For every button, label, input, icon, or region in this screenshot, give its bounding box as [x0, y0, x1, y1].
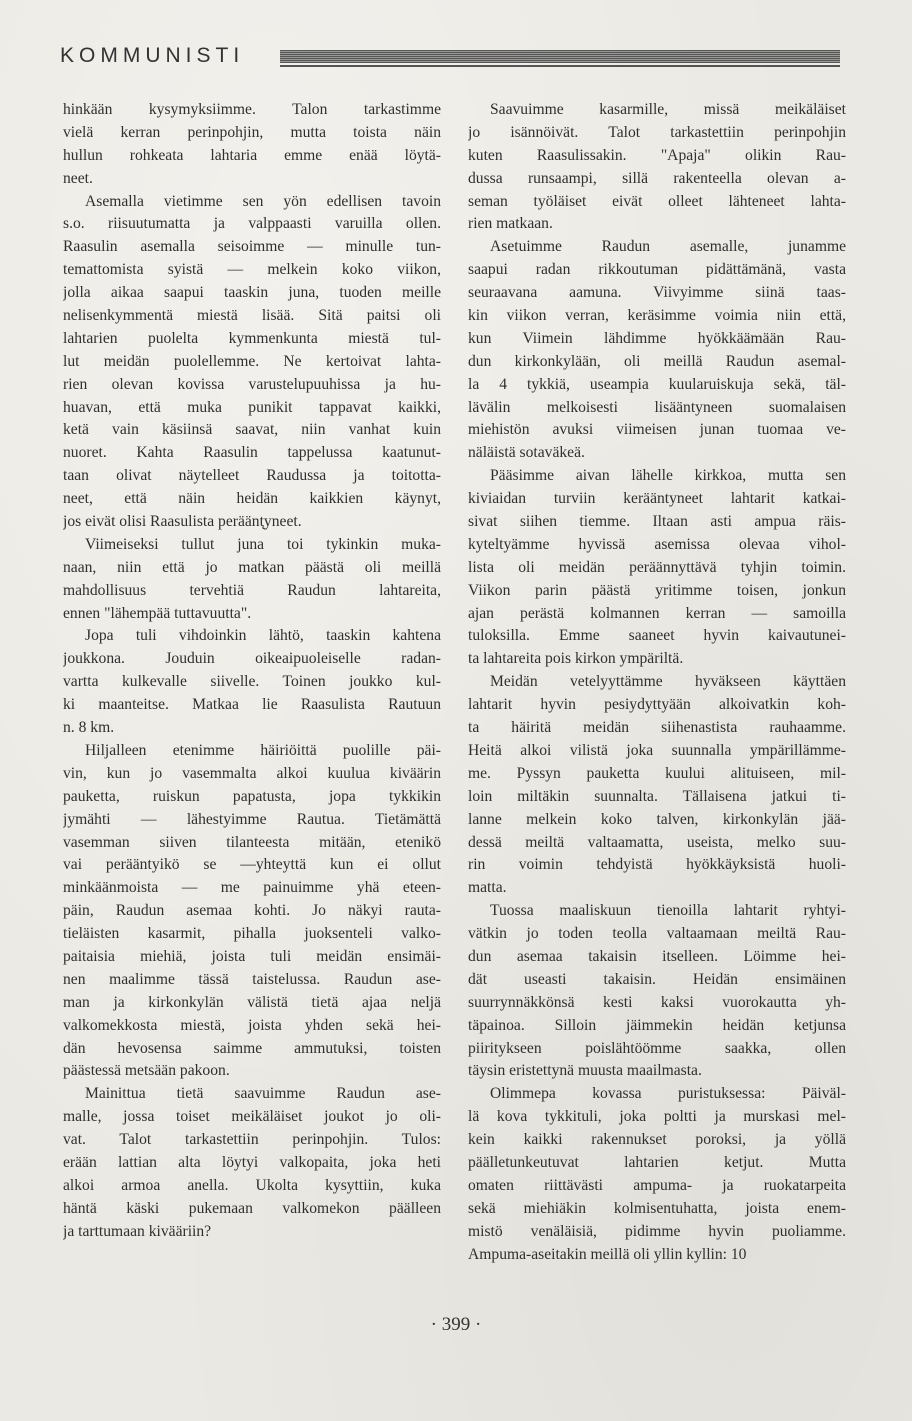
text-line: mistö venäläisiä, pidimme hyvin puoliamme. — [468, 1222, 846, 1240]
text-line: dun kirkonkylään, oli meillä Raudun asemal- — [468, 352, 846, 370]
text-line: jolla aikaa saapui taaskin juna, tuoden meille — [63, 284, 441, 302]
text-line: matta. — [468, 879, 507, 897]
text-line: mahdollisuus tervehtiä Raudun lahtareita, — [63, 581, 441, 599]
header-rule — [280, 50, 840, 63]
text-line: päästessä metsään pakoon. — [63, 1062, 230, 1080]
text-line: vin, kun jo vasemmalta alkoi kuulua kiväärin — [63, 764, 441, 782]
text-line: dät useasti takaisin. Heidän ensimäinen — [468, 970, 846, 988]
text-line: erään lattian alta löytyi valkopaita, joka heti — [63, 1153, 441, 1171]
text-line: nen maalimme tässä taistelussa. Raudun ase- — [63, 970, 441, 988]
text-line: saapui radan rikkoutuman pidättämänä, vasta — [468, 261, 846, 279]
text-line: la 4 tykkiä, useampia kuularuiskuja sekä, täl- — [468, 375, 846, 393]
text-line: nelisenkymmentä miestä lisää. Sitä paitsi oli — [63, 307, 441, 325]
text-line: jo isännöivät. Talot tarkastettiin perinpohjin — [468, 123, 846, 141]
text-line: lahtarit hyvin pesiydyttyään alkoivatkin koh- — [468, 696, 846, 714]
text-line: lut meidän puolellemme. Ne kertoivat lahta- — [63, 352, 441, 370]
running-header — [60, 44, 840, 74]
text-line: neet. — [63, 169, 93, 187]
text-line: Pääsimme aivan lähelle kirkkoa, mutta sen — [490, 467, 846, 485]
text-line: lista oli meidän peräännyttävä tyhjin toimin. — [468, 558, 846, 576]
text-line: temattomista syistä — melkein koko viikon, — [63, 261, 441, 279]
text-line: rin voimin tehdyistä hyökkäyksistä huoli- — [468, 856, 846, 874]
text-line: me. Pyssyn pauketta kuului alituiseen, mil- — [468, 764, 846, 782]
text-line: tuloksilla. Emme saaneet hyvin kaivautunei- — [468, 627, 846, 645]
right-column — [468, 99, 846, 1266]
text-line: dän hevosensa saimme ammutuksi, toisten — [63, 1039, 441, 1057]
text-line: taan olivat näytelleet Raudussa ja toitotta- — [63, 467, 441, 485]
text-line: rien olevan kovissa varustelupuuhissa ja hu- — [63, 375, 441, 393]
text-line: alkoi armoa anella. Ukolta kysyttiin, kuka — [63, 1176, 441, 1194]
text-line: omaten riittävästi ampuma- ja ruokatarpeita — [468, 1176, 846, 1194]
text-line: seman työläiset eivät olleet lähteneet lahta- — [468, 192, 846, 210]
text-line: lanne melkein koko talven, kirkonkylän jää- — [468, 810, 846, 828]
text-line: kein kaikki rakennukset poroksi, ja yöllä — [468, 1131, 846, 1149]
text-line: ennen "lähempää tuttavuutta". — [63, 604, 252, 622]
text-line: näläistä sotaväkeä. — [468, 444, 585, 462]
paragraph — [63, 1083, 441, 1243]
paragraph — [63, 534, 441, 626]
text-line: päälletunkeutuvat lahtarien ketjut. Mutta — [468, 1153, 846, 1171]
text-line: tieläisten kasarmit, pihalla juoksenteli valko- — [63, 925, 441, 943]
text-line: täpainoa. Silloin jäimmekin heidän ketjunsa — [468, 1016, 846, 1034]
text-line: dussa runsaampi, sillä rakenteella olevan a- — [468, 169, 846, 187]
text-line: sekä miehiäkin kolmisentuhatta, joista enem- — [468, 1199, 846, 1217]
paragraph — [63, 625, 441, 739]
journal-title: KOMMUNISTI — [60, 44, 245, 67]
text-line: ja tarttumaan kivääriin? — [63, 1222, 212, 1240]
text-line: Raasulin asemalla seisoimme — minulle tun- — [63, 238, 441, 256]
text-line: lä kova tykkituli, joka poltti ja murskasi mel- — [468, 1108, 846, 1126]
text-line: hinkään kysymyksiimme. Talon tarkastimme — [63, 101, 441, 118]
text-line: dessä meiltä valtaamatta, useista, melko suu- — [468, 833, 846, 851]
text-line: valkomekkosta miestä, joista yhden sekä hei- — [63, 1016, 441, 1034]
text-line: Heitä alkoi vilistä joka suunnalla ympärillämme- — [468, 741, 846, 759]
text-line: joukkona. Jouduin oikeaipuoleiselle radan- — [63, 650, 441, 668]
paragraph — [63, 191, 441, 534]
text-line: jos eivät olisi Raasulista peräänt̨yneet. — [63, 513, 302, 531]
text-line: pauketta, ruiskun papatusta, jopa tykkikin — [63, 787, 441, 805]
text-line: n. 8 km. — [63, 719, 115, 737]
text-line: ki maanteitse. Matkaa lie Raasulista Rautuun — [63, 696, 441, 714]
text-line: kyteltyämme hyvissä asemissa olevaa vihol- — [468, 535, 846, 553]
text-line: Meidän vetelyyttämme hyväkseen käyttäen — [490, 673, 846, 691]
text-line: täysin eristettynä muusta maailmasta. — [468, 1062, 702, 1080]
text-line: lävälin melkoisesti lisääntyneen suomalaisen — [468, 398, 846, 416]
text-line: ketä vain käsiinsä saavat, niin vanhat kuin — [63, 421, 441, 439]
text-line: rien matkaan. — [468, 215, 553, 233]
text-line: Tuossa maaliskuun tienoilla lahtarit ryhtyi- — [490, 902, 846, 920]
text-line: Asetuimme Raudun asemalle, junamme — [490, 238, 846, 256]
text-line: ta häiritä meidän siihenastista rauhaamme. — [468, 719, 846, 737]
text-line: vielä kerran perinpohjin, mutta toista näin — [63, 123, 441, 141]
paragraph — [63, 99, 441, 191]
text-line: naan, niin että jo matkan päästä oli meillä — [63, 558, 441, 576]
paragraph — [468, 465, 846, 671]
text-line: häntä käski pukemaan valkomekon päälleen — [63, 1199, 441, 1217]
paragraph — [468, 900, 846, 1083]
text-line: Olimmepa kovassa puristuksessa: Päiväl- — [490, 1085, 846, 1103]
text-line: hullun rohkeata lahtaria emme enää löytä- — [63, 146, 441, 164]
text-line: sivat siihen tiemme. Iltaan asti ampua räis- — [468, 513, 846, 531]
text-line: s.o. riisuutumatta ja valppaasti varuilla ollen. — [63, 215, 441, 233]
text-line: Asemalla vietimme sen yön edellisen tavoin — [85, 192, 441, 210]
text-line: nuoret. Kahta Raasulin tappelussa kaatunut- — [63, 444, 441, 462]
text-line: vasemman siiven tilanteesta mitään, etenikö — [63, 833, 441, 851]
text-line: suurrynnäkkönsä kesti kaksi vuorokautta yh- — [468, 993, 846, 1011]
text-line: vai perääntyikö se —yhteyttä kun ei ollut — [63, 856, 441, 874]
text-line: ajan perästä kolmannen kerran — samoilla — [468, 604, 846, 622]
text-line: loin miltäkin suunnalta. Tällaisena jatkui ti- — [468, 787, 846, 805]
text-line: malle, jossa toiset meikäläiset joukot jo oli- — [63, 1108, 441, 1126]
text-line: Viikon parin päästä yritimme toisen, jonkun — [468, 581, 846, 599]
text-line: kun Viimein lähdimme hyökkäämään Rau- — [468, 329, 846, 347]
text-line: kin viikon verran, keräsimme voimia niin että, — [468, 307, 846, 325]
text-line: Mainittua tietä saavuimme Raudun ase- — [85, 1085, 441, 1103]
text-line: ta lahtareita pois kirkon ympäriltä. — [468, 650, 684, 668]
text-line: lahtarien puolelta kymmenkunta miestä tul- — [63, 329, 441, 347]
paragraph — [468, 1083, 846, 1266]
text-line: vat. Talot tarkastettiin perinpohjin. Tulos: — [63, 1131, 441, 1149]
text-line: huavan, että muka punikit tappavat kaikki, — [63, 398, 441, 416]
text-line: vätkin jo toden teolla valtaamaan meiltä Rau- — [468, 925, 846, 943]
text-line: kiviaidan turviin kerääntyneet lahtarit katkai- — [468, 490, 846, 508]
text-line: paitaisia miehiä, joista tuli meidän ensimäi- — [63, 947, 441, 965]
paragraph — [63, 740, 441, 1083]
page-number: · 399 · — [430, 1314, 482, 1335]
text-line: jymähti — lähestyimme Rautua. Tietämättä — [63, 810, 441, 828]
text-line: neet, että näin heidän kaikkien käynyt, — [63, 490, 441, 508]
paragraph — [468, 671, 846, 900]
text-line: seuraavana aamuna. Viivyimme siinä taas- — [468, 284, 846, 302]
paragraph — [468, 99, 846, 236]
paragraph — [468, 236, 846, 465]
text-line: Saavuimme kasarmille, missä meikäläiset — [490, 101, 846, 118]
left-column — [63, 99, 441, 1244]
text-line: man ja kirkonkylän välistä tietä ajaa neljä — [63, 993, 441, 1011]
text-line: kuten Raasulissakin. "Apaja" olikin Rau- — [468, 146, 846, 164]
text-line: päin, Raudun asemaa kohti. Jo näkyi rauta- — [63, 902, 441, 920]
text-line: dun asemaa takaisin itselleen. Löimme hei- — [468, 947, 846, 965]
text-line: piiritykseen poislähtöömme saakka, ollen — [468, 1039, 846, 1057]
text-line: Hiljalleen etenimme häiriöittä puolille päi- — [85, 741, 441, 759]
text-line: miehistön avuksi viimeisen junan tuomaa ve- — [468, 421, 846, 439]
text-line: vartta kulkevalle siivelle. Toinen joukko kul- — [63, 673, 441, 691]
text-line: minkäänmoista — me painuimme yhä eteen- — [63, 879, 441, 897]
text-line: Ampuma-aseitakin meillä oli yllin kyllin: 10 — [468, 1245, 747, 1263]
text-line: Viimeiseksi tullut juna toi tykinkin muka- — [85, 535, 441, 553]
text-line: Jopa tuli vihdoinkin lähtö, taaskin kahtena — [85, 627, 441, 645]
